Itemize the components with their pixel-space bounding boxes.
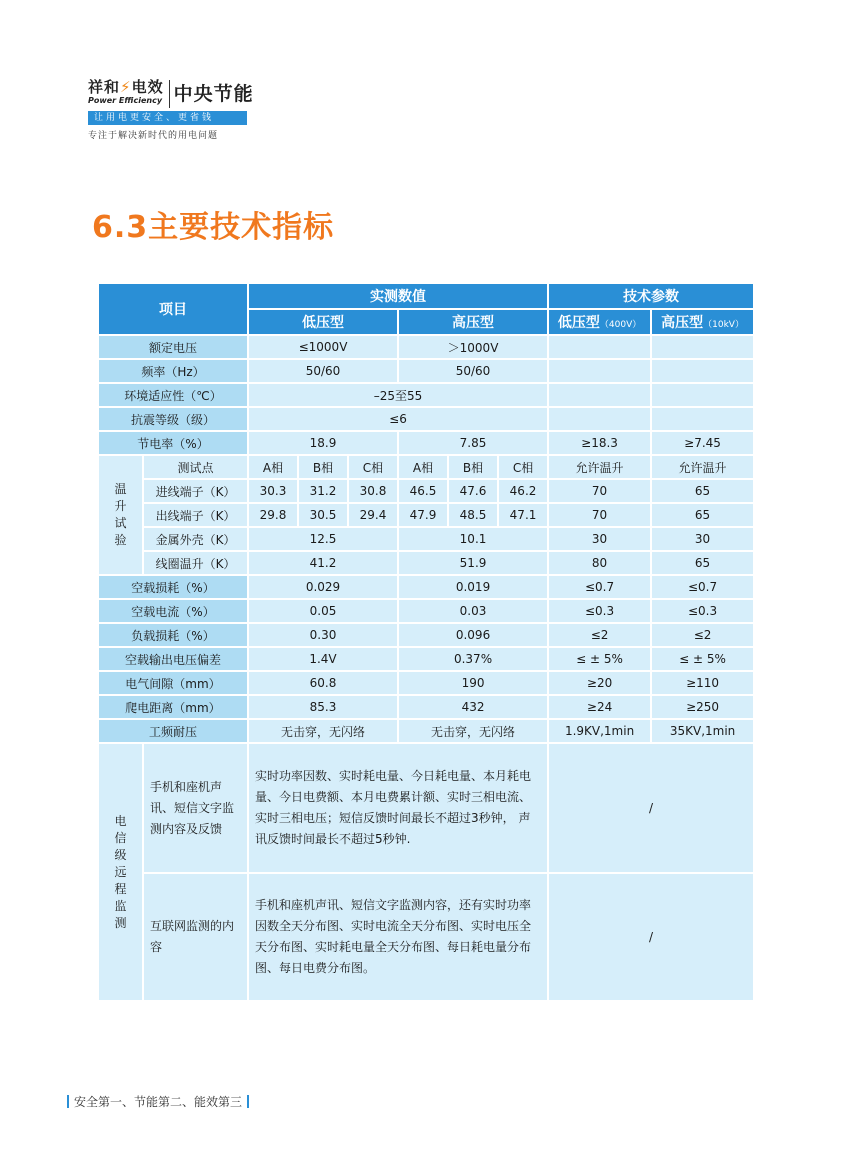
brand-cn-part1: 祥和 (88, 78, 121, 96)
cell-measured: ≤6 (248, 407, 548, 431)
cell-high: 50/60 (398, 359, 548, 383)
footer-bar-left (67, 1095, 69, 1108)
cell-value: 30.5 (298, 503, 348, 527)
telecom-group-text: 电信级远程监测 (114, 813, 127, 930)
header-tech-high (651, 309, 754, 335)
header-tech-low-text: 低压型 (557, 315, 600, 331)
cell-tech-high: ≥7.45 (651, 431, 754, 455)
cell-tech-high: ≤0.3 (651, 599, 754, 623)
header-high: 高压型 (398, 309, 548, 335)
table-row (98, 407, 754, 431)
header-technical: 技术参数 (548, 283, 754, 309)
table-row (98, 647, 754, 671)
header-row-1 (98, 283, 754, 309)
cell-high: 190 (398, 671, 548, 695)
brand-right: 中央节能 (173, 83, 254, 105)
cell-content: 手机和座机声讯、短信文字监测内容，还有实时功率因数全天分布图、实时电流全天分布图、实时电压全天分布图、实时耗电量全天分布图、每日耗电量分布图、每日电费分布图。 (248, 873, 548, 1001)
cell-tech-low: ≤ ± 5% (548, 647, 651, 671)
cell-tech: / (548, 743, 754, 873)
row-label: 金属外壳（K） (143, 527, 248, 551)
cell-phase-a-low: A相 (248, 455, 298, 479)
row-label: 空载电流（%） (98, 599, 248, 623)
row-label: 抗震等级（级） (98, 407, 248, 431)
temp-rise-group-text: 温升试验 (114, 482, 127, 547)
footer-bar-right (247, 1095, 249, 1108)
cell-tech-low: 70 (548, 503, 651, 527)
spec-table (97, 282, 755, 1002)
cell-tech-high: 35KV,1min (651, 719, 754, 743)
cell-low: 50/60 (248, 359, 398, 383)
cell-low: 无击穿，无闪络 (248, 719, 398, 743)
tagline: 专注于解决新时代的用电问题 (88, 131, 219, 141)
row-label: 测试点 (143, 455, 248, 479)
cell-value: 30.3 (248, 479, 298, 503)
cell-low: 0.30 (248, 623, 398, 647)
row-label: 出线端子（K） (143, 503, 248, 527)
cell-tech-high: 65 (651, 551, 754, 575)
cell-high: 0.37% (398, 647, 548, 671)
table-row (98, 503, 754, 527)
cell-tech-low: ≥24 (548, 695, 651, 719)
cell-tech-low: ≥18.3 (548, 431, 651, 455)
cell-tech-low: 允许温升 (548, 455, 651, 479)
table-row (98, 455, 754, 479)
cell-value: 31.2 (298, 479, 348, 503)
cell-tech-high (651, 383, 754, 407)
brand-separator (169, 80, 170, 108)
cell-tech-low: 70 (548, 479, 651, 503)
row-label: 进线端子（K） (143, 479, 248, 503)
header-item: 项目 (98, 283, 248, 335)
table-row (98, 743, 754, 873)
logo (88, 80, 258, 141)
table-row (98, 479, 754, 503)
cell-tech-high: ≥250 (651, 695, 754, 719)
cell-high: 0.019 (398, 575, 548, 599)
cell-tech-low: 30 (548, 527, 651, 551)
cell-phase-b-low: B相 (298, 455, 348, 479)
cell-low: ≤1000V (248, 335, 398, 359)
row-label: 手机和座机声讯、短信文字监测内容及反馈 (143, 743, 248, 873)
cell-tech-low: 1.9KV,1min (548, 719, 651, 743)
cell-low: 0.029 (248, 575, 398, 599)
cell-phase-b-high: B相 (448, 455, 498, 479)
temp-rise-group-label (98, 455, 143, 575)
table-row (98, 551, 754, 575)
table-row (98, 575, 754, 599)
cell-low: 60.8 (248, 671, 398, 695)
cell-tech-low: ≥20 (548, 671, 651, 695)
section-title: 6.3主要技术指标 (92, 210, 335, 245)
cell-tech-low: ≤2 (548, 623, 651, 647)
cell-tech-low (548, 383, 651, 407)
table-row (98, 873, 754, 1001)
row-label: 互联网监测的内容 (143, 873, 248, 1001)
cell-tech-high: ≥110 (651, 671, 754, 695)
row-label: 负载损耗（%） (98, 623, 248, 647)
row-label: 电气间隙（mm） (98, 671, 248, 695)
cell-value: 47.1 (498, 503, 548, 527)
cell-high: 0.03 (398, 599, 548, 623)
logo-row (88, 80, 258, 108)
telecom-group-label (98, 743, 143, 1001)
row-label: 额定电压 (98, 335, 248, 359)
footer (62, 1093, 254, 1110)
cell-tech-high (651, 359, 754, 383)
cell-high: 7.85 (398, 431, 548, 455)
table-row (98, 527, 754, 551)
header-tech-high-text: 高压型 (661, 315, 704, 331)
cell-low: 1.4V (248, 647, 398, 671)
cell-low: 0.05 (248, 599, 398, 623)
row-label: 频率（Hz） (98, 359, 248, 383)
cell-tech-low (548, 359, 651, 383)
cell-value: 46.5 (398, 479, 448, 503)
header-low: 低压型 (248, 309, 398, 335)
row-label: 工频耐压 (98, 719, 248, 743)
table-row (98, 695, 754, 719)
cell-value: 29.4 (348, 503, 398, 527)
cell-value: 30.8 (348, 479, 398, 503)
table-row (98, 383, 754, 407)
cell-high: 10.1 (398, 527, 548, 551)
cell-value: 46.2 (498, 479, 548, 503)
row-label: 线圈温升（K） (143, 551, 248, 575)
table-row (98, 671, 754, 695)
table-row (98, 359, 754, 383)
slogan-bar: 让用电更安全、更省钱 (88, 111, 247, 125)
cell-value: 48.5 (448, 503, 498, 527)
cell-tech-low: 80 (548, 551, 651, 575)
cell-high: 无击穿，无闪络 (398, 719, 548, 743)
cell-tech-high: 30 (651, 527, 754, 551)
cell-high: ＞1000V (398, 335, 548, 359)
row-label: 环境适应性（℃） (98, 383, 248, 407)
brand-left (88, 80, 164, 105)
cell-tech-high (651, 407, 754, 431)
row-label: 空载损耗（%） (98, 575, 248, 599)
lightning-icon: ⚡ (120, 78, 132, 96)
cell-tech-low (548, 407, 651, 431)
cell-low: 41.2 (248, 551, 398, 575)
table-row (98, 623, 754, 647)
cell-value: 29.8 (248, 503, 298, 527)
header-tech-low (548, 309, 651, 335)
cell-low: 85.3 (248, 695, 398, 719)
cell-tech-high: 65 (651, 479, 754, 503)
cell-phase-c-high: C相 (498, 455, 548, 479)
cell-tech-high (651, 335, 754, 359)
row-label: 爬电距离（mm） (98, 695, 248, 719)
cell-measured: –25至55 (248, 383, 548, 407)
table-row (98, 335, 754, 359)
cell-low: 18.9 (248, 431, 398, 455)
row-label: 空载输出电压偏差 (98, 647, 248, 671)
cell-high: 51.9 (398, 551, 548, 575)
cell-tech-high: ≤0.7 (651, 575, 754, 599)
cell-tech-high: ≤2 (651, 623, 754, 647)
footer-text: 安全第一、节能第二、能效第三 (74, 1095, 243, 1109)
table-row (98, 599, 754, 623)
row-label: 节电率（%） (98, 431, 248, 455)
cell-value: 47.6 (448, 479, 498, 503)
cell-tech-low (548, 335, 651, 359)
cell-phase-a-high: A相 (398, 455, 448, 479)
header-tech-high-note: （10kV） (703, 320, 744, 330)
cell-tech: / (548, 873, 754, 1001)
cell-high: 432 (398, 695, 548, 719)
cell-phase-c-low: C相 (348, 455, 398, 479)
header-measured: 实测数值 (248, 283, 548, 309)
table-row (98, 719, 754, 743)
cell-tech-high: 允许温升 (651, 455, 754, 479)
cell-tech-high: ≤ ± 5% (651, 647, 754, 671)
cell-tech-low: ≤0.7 (548, 575, 651, 599)
cell-value: 47.9 (398, 503, 448, 527)
brand-en: Power Efficiency (88, 96, 163, 105)
cell-content: 实时功率因数、实时耗电量、今日耗电量、本月耗电量、今日电费额、本月电费累计额、实时三相电流、实时三相电压；短信反馈时间最长不超过3秒钟， 声讯反馈时间最长不超过5秒钟. (248, 743, 548, 873)
brand-cn-part2: 电效 (131, 78, 164, 96)
header-tech-low-note: （400V） (599, 320, 642, 330)
cell-tech-low: ≤0.3 (548, 599, 651, 623)
cell-low: 12.5 (248, 527, 398, 551)
table-row (98, 431, 754, 455)
cell-tech-high: 65 (651, 503, 754, 527)
cell-high: 0.096 (398, 623, 548, 647)
brand-cn (88, 80, 164, 95)
